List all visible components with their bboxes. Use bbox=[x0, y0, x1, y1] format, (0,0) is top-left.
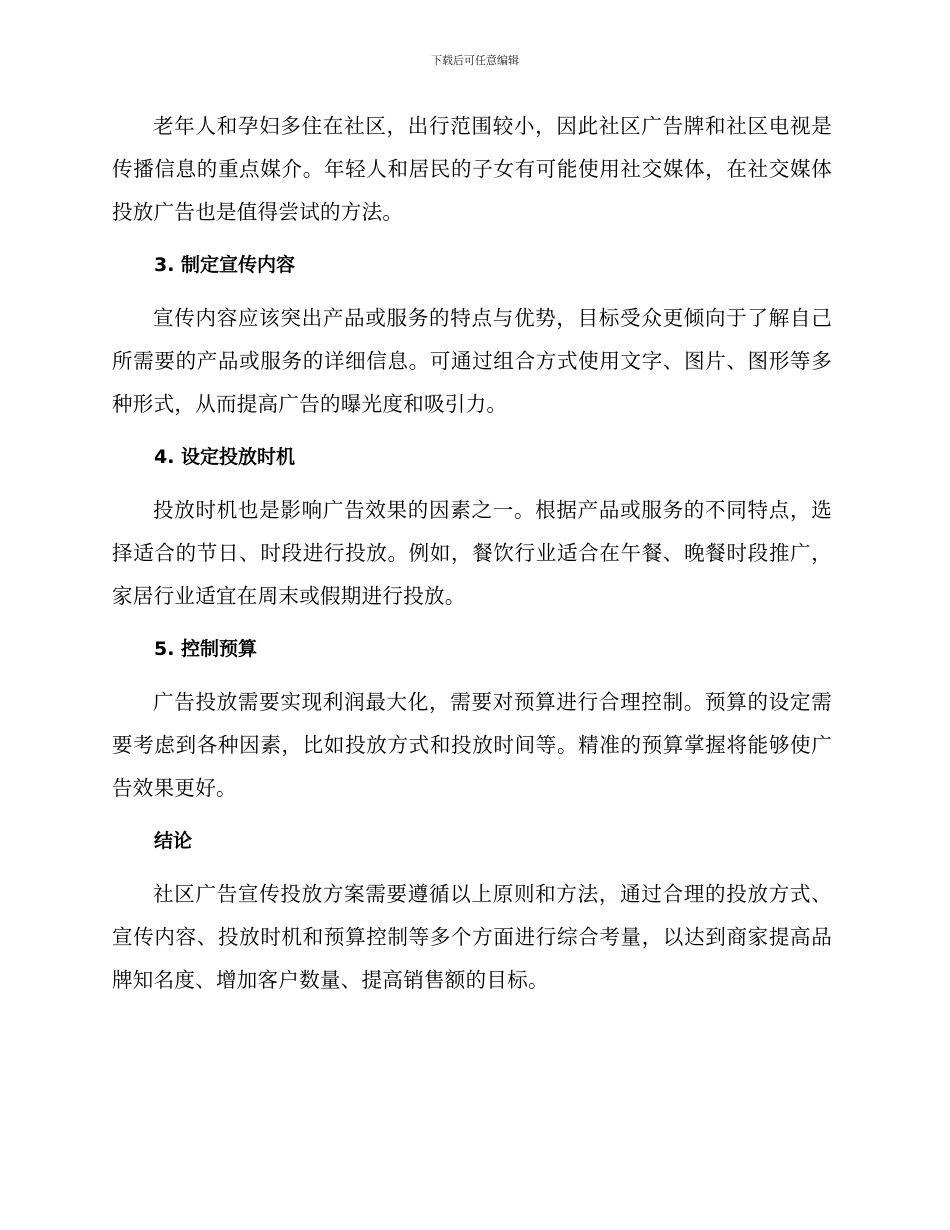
section-heading-budget: 5. 控制预算 bbox=[154, 638, 258, 660]
section-heading-content: 3. 制定宣传内容 bbox=[154, 254, 296, 276]
document-body bbox=[112, 105, 832, 1002]
paragraph-content: 宣传内容应该突出产品或服务的特点与优势，目标受众更倾向于了解自己所需要的产品或服务的详细信息。可通过组合方式使用文字、图片、图形等多种形式，从而提高广告的曝光度和吸引力。 bbox=[112, 306, 832, 416]
paragraph-conclusion: 社区广告宣传投放方案需要遵循以上原则和方法，通过合理的投放方式、宣传内容、投放时机和预算控制等多个方面进行综合考量，以达到商家提高品牌知名度、增加客户数量、提高销售额的目标。 bbox=[112, 882, 832, 992]
page-header: 下载后可任意编辑 bbox=[431, 54, 519, 67]
section-heading-conclusion: 结论 bbox=[154, 830, 193, 852]
paragraph-budget: 广告投放需要实现利润最大化，需要对预算进行合理控制。预算的设定需要考虑到各种因素，比如投放方式和投放时间等。精准的预算掌握将能够使广告效果更好。 bbox=[112, 690, 832, 800]
paragraph-timing: 投放时机也是影响广告效果的因素之一。根据产品或服务的不同特点，选择适合的节日、时段进行投放。例如，餐饮行业适合在午餐、晚餐时段推广，家居行业适宜在周末或假期进行投放。 bbox=[112, 498, 832, 608]
paragraph-media-channels: 老年人和孕妇多住在社区，出行范围较小，因此社区广告牌和社区电视是传播信息的重点媒介。年轻人和居民的子女有可能使用社交媒体，在社交媒体投放广告也是值得尝试的方法。 bbox=[112, 114, 832, 224]
section-heading-timing: 4. 设定投放时机 bbox=[154, 446, 296, 468]
